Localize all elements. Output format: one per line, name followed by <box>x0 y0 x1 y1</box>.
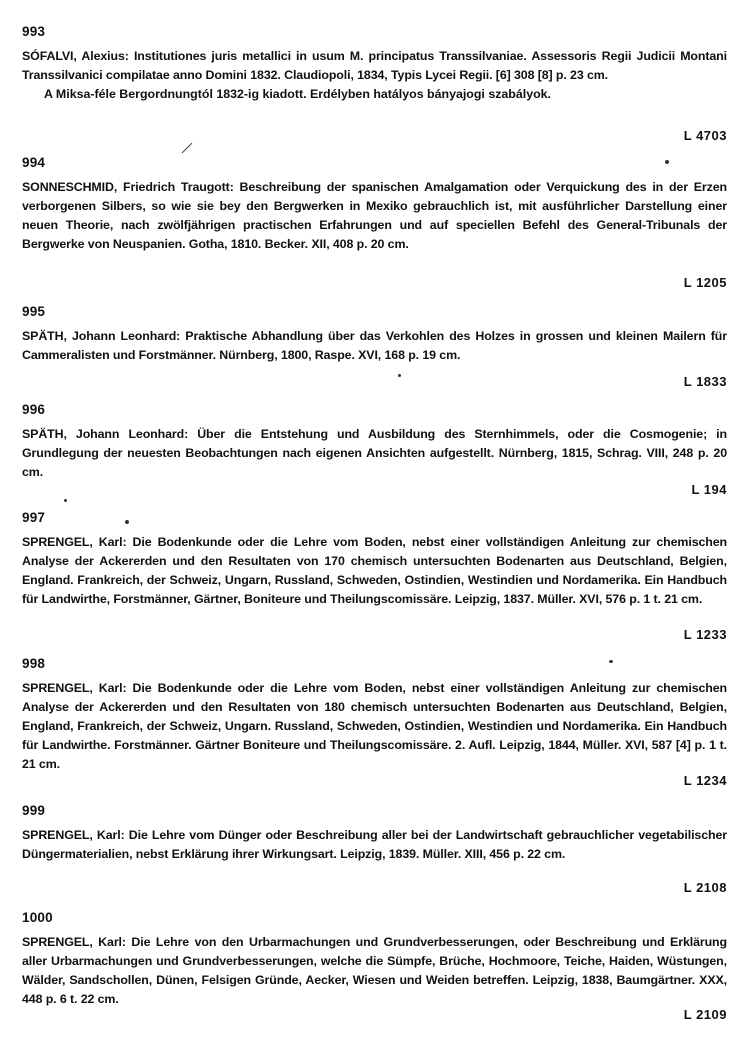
entry-text: SPRENGEL, Karl: Die Lehre von den Urbarmachungen und Grundverbesserungen, oder Beschreibung und Erklärung aller Urbarmachungen und Grundverbesserungen, welche die Sümpfe, Brüche, Hochmoore, Teiche, Haiden, Wüstungen, Wälder, Sandschollen, Dünen, Felsigen Gründe, Aecker, Wiesen und Weiden betreffen. Leipzig, 1838, Baumgärtner. XXX, 448 p. 6 t. 22 cm. <box>22 935 727 1006</box>
entry-996 <box>22 400 727 497</box>
entry-number: 998 <box>22 656 46 671</box>
entry-note: A Miksa-féle Bergordnungtól 1832-ig kiadott. Erdélyben hatályos bányajogi szabályok. <box>44 87 551 101</box>
entry-text: SPRENGEL, Karl: Die Lehre vom Dünger oder Beschreibung aller bei der Landwirtschaft gebrauchlicher vegetabilischer Düngermaterialien, nebst Erklärung ihrer Wirkungsart. Leipzig, 1839. Müller. XIII, 456 p. 22 cm. <box>22 828 727 861</box>
entry-994 <box>22 153 727 290</box>
entry-993 <box>22 22 727 143</box>
entry-998 <box>22 654 727 788</box>
entry-text: SPRENGEL, Karl: Die Bodenkunde oder die Lehre vom Boden, nebst einer vollständigen Anleitung zur chemischen Analyse der Ackererden und den Resultaten von 180 chemisch untersuchten Bodenarten aus Deutschland, Belgien, England, Frankreich, der Schweiz, Ungarn. Russland, Schweden, Ostindien, Westindien und Nordamerika. Ein Handbuch für Landwirthe. Forstmänner. Gärtner Boniteure und Theilungscomissäre. 2. Aufl. Leipzig, 1844, Müller. XVI, 587 [4] p. 1 t. 21 cm. <box>22 681 727 771</box>
scan-speck <box>398 374 401 377</box>
entry-number: 1000 <box>22 910 53 925</box>
entry-signature: L 1833 <box>683 374 727 389</box>
entry-text: SPÄTH, Johann Leonhard: Über die Entstehung und Ausbildung des Sternhimmels, oder die Cosmogenie; in Grundlegung der neuesten Beobachtungen nach eigenen Ansichten aufgestellt. Nürnberg, 1815, Schrag. VIII, 248 p. 20 cm. <box>22 427 727 479</box>
entry-number: 995 <box>22 304 46 319</box>
entry-signature: L 4703 <box>683 128 727 143</box>
entry-text: SONNESCHMID, Friedrich Traugott: Beschreibung der spanischen Amalgamation oder Verquickung des in der Erzen verborgenen Silbers, so wie sie bey den Bergwerken in Mexiko gebrauchlich ist, mit ausführlicher Darstellung einer neuen Theorie, nach zwölfjährigen practischen Erfahrungen und auf speciellen Befehl des General-Tribunals der Bergwerke von Neuspanien. Gotha, 1810. Becker. XII, 408 p. 20 cm. <box>22 180 727 251</box>
entry-1000 <box>22 908 727 1022</box>
entry-number: 994 <box>22 155 46 170</box>
entry-signature: L 1205 <box>683 275 727 290</box>
entry-signature: L 1234 <box>683 773 727 788</box>
entry-number: 997 <box>22 510 46 525</box>
entry-995 <box>22 302 727 389</box>
entry-signature: L 2108 <box>683 880 727 895</box>
entry-text: SPRENGEL, Karl: Die Bodenkunde oder die Lehre vom Boden, nebst einer vollständigen Anleitung zur chemischen Analyse der Ackererden und den Resultaten von 170 chemisch untersuchten Bodenarten aus Deutschland, Belgien, England. Frankreich, der Schweiz, Ungarn, Russland, Schweden, Ostindien, Westindien und Nordamerika. Ein Handbuch für Landwirthe, Forstmänner, Gärtner, Boniteure und Theilungscomissäre. Leipzig, 1837. Müller. XVI, 576 p. 1 t. 21 cm. <box>22 535 727 606</box>
scan-speck <box>609 660 613 663</box>
entry-999 <box>22 801 727 895</box>
entry-signature: L 1233 <box>683 627 727 642</box>
entry-signature: L 194 <box>691 482 727 497</box>
entry-text: SÓFALVI, Alexius: Institutiones juris metallici in usum M. principatus Transsilvaniae. Assessoris Regii Judicii Montani Transsilvanici compilatae anno Domini 1832. Claudiopoli, 1834, Typis Lycei Regii. [6] 308 [8] p. 23 cm. <box>22 49 727 82</box>
entry-text: SPÄTH, Johann Leonhard: Praktische Abhandlung über das Verkohlen des Holzes in grossen und kleinen Mailern für Cammeralisten und Forstmänner. Nürnberg, 1800, Raspe. XVI, 168 p. 19 cm. <box>22 329 727 362</box>
entry-signature: L 2109 <box>683 1007 727 1022</box>
entry-number: 999 <box>22 803 46 818</box>
scan-speck <box>64 499 67 502</box>
scan-speck <box>125 520 129 524</box>
entry-number: 996 <box>22 402 46 417</box>
entry-number: 993 <box>22 24 46 39</box>
scan-speck <box>665 160 669 164</box>
